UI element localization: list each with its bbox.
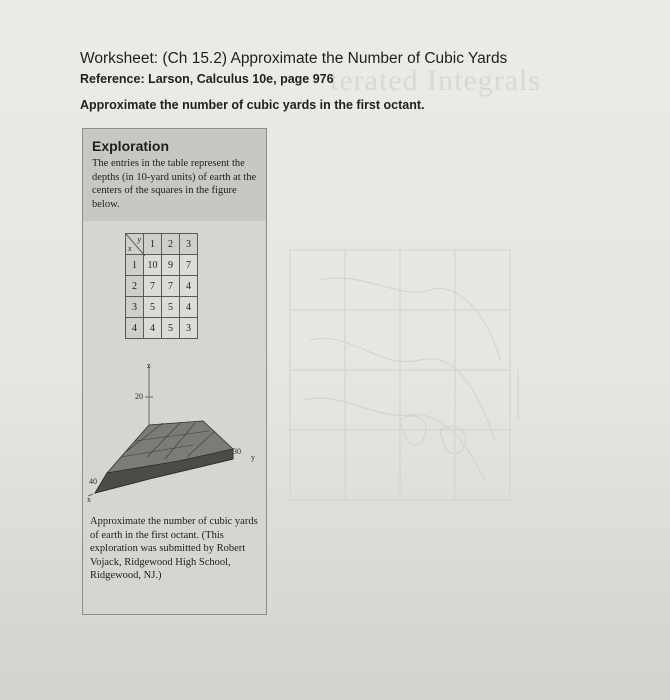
- corner-y-label: y: [137, 235, 141, 244]
- table-cell: 4: [180, 276, 198, 297]
- table-cell: 7: [180, 255, 198, 276]
- row-header: 2: [126, 276, 144, 297]
- exploration-card: [82, 128, 267, 615]
- table-cell: 4: [180, 297, 198, 318]
- depth-table-corner: [126, 234, 144, 255]
- corner-x-label: x: [128, 244, 132, 253]
- exploration-description: The entries in the table represent the depths (in 10-yard units) of earth at the centers of the squares in the figure below.: [92, 158, 257, 210]
- table-cell: 3: [180, 318, 198, 339]
- row-header: 4: [126, 318, 144, 339]
- exploration-footer: Approximate the number of cubic yards of earth in the first octant. (This exploration was submitted by Robert Vojack, Ridgewood High School, Ridgewood, NJ.): [90, 516, 258, 581]
- figure-z-axis-label: z: [147, 361, 151, 370]
- figure-y-tick: 30: [233, 447, 241, 456]
- table-cell: 5: [162, 318, 180, 339]
- table-row: [126, 276, 198, 297]
- worksheet-reference: Reference: Larson, Calculus 10e, page 976: [80, 72, 334, 86]
- figure-z-tick: 20: [135, 392, 143, 401]
- table-cell: 7: [162, 276, 180, 297]
- worksheet-title: Worksheet: (Ch 15.2) Approximate the Number of Cubic Yards: [80, 50, 508, 67]
- row-header: 3: [126, 297, 144, 318]
- column-header: 1: [144, 234, 162, 255]
- ghost-contour-map: [280, 120, 670, 700]
- table-cell: 10: [144, 255, 162, 276]
- column-header: 3: [180, 234, 198, 255]
- table-cell: 4: [144, 318, 162, 339]
- figure-x-axis-label: x: [87, 495, 91, 504]
- table-cell: 5: [144, 297, 162, 318]
- figure-y-axis-label: y: [251, 453, 255, 462]
- worksheet-prompt: Approximate the number of cubic yards in the first octant.: [80, 98, 425, 112]
- exploration-title: Exploration: [92, 138, 170, 154]
- table-row: [126, 318, 198, 339]
- depth-table-header-row: [126, 234, 198, 255]
- terrain-figure: [83, 361, 266, 516]
- figure-x-tick: 40: [89, 477, 97, 486]
- table-cell: 9: [162, 255, 180, 276]
- table-cell: 7: [144, 276, 162, 297]
- table-row: [126, 255, 198, 276]
- row-header: 1: [126, 255, 144, 276]
- exploration-header: [83, 129, 266, 221]
- column-header: 2: [162, 234, 180, 255]
- terrain-surface-graphic: [83, 361, 266, 511]
- depth-table: [125, 233, 198, 339]
- table-row: [126, 297, 198, 318]
- table-cell: 5: [162, 297, 180, 318]
- ghost-heading: terated Integrals: [330, 64, 542, 97]
